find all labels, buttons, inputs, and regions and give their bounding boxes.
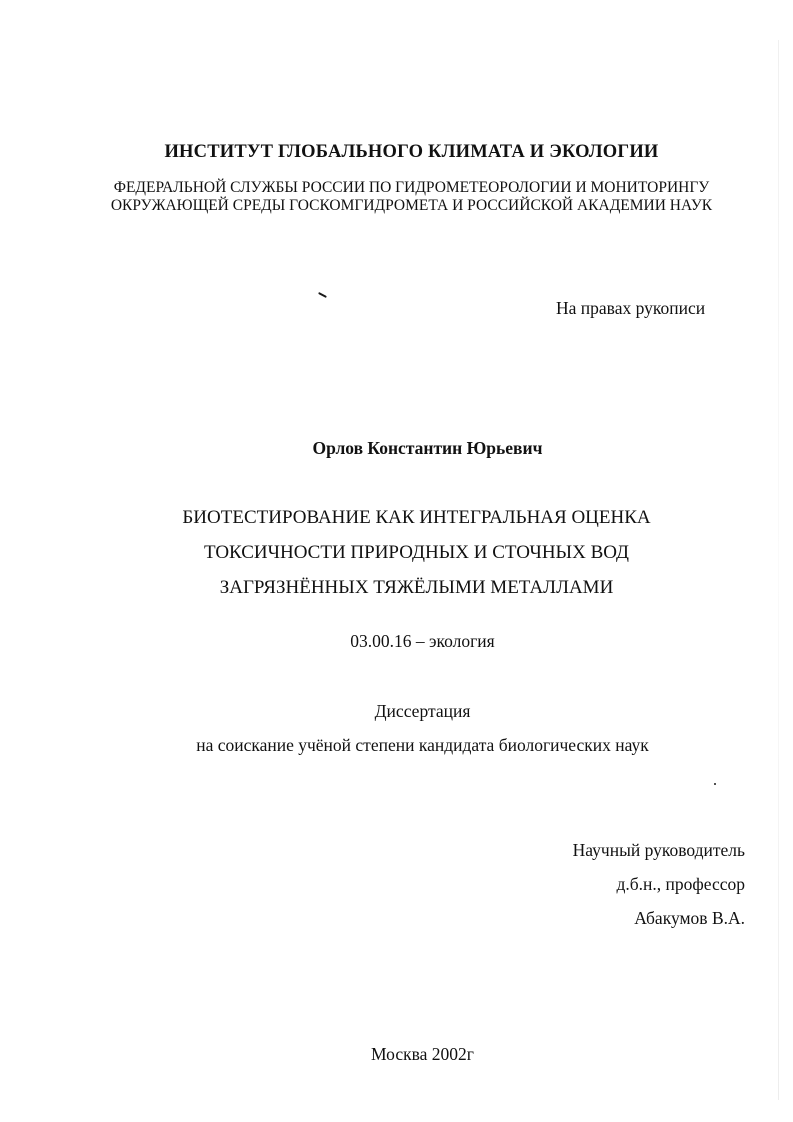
thesis-title-line-3: ЗАГРЯЗНЁННЫХ ТЯЖЁЛЫМИ МЕТАЛЛАМИ xyxy=(219,577,614,598)
document-type: Диссертация xyxy=(374,701,471,721)
degree-statement: на соискание учёной степени кандидата биологических наук xyxy=(196,735,649,755)
supervisor-name: Абакумов В.А. xyxy=(634,908,745,928)
thesis-title-line-1: БИОТЕСТИРОВАНИЕ КАК ИНТЕГРАЛЬНАЯ ОЦЕНКА xyxy=(182,507,651,528)
institute-subordination-line-1: ФЕДЕРАЛЬНОЙ СЛУЖБЫ РОССИИ ПО ГИДРОМЕТЕОРОЛОГИИ И МОНИТОРИНГУ xyxy=(113,179,710,196)
specialty-code: 03.00.16 – экология xyxy=(350,631,495,651)
author-name: Орлов Константин Юрьевич xyxy=(312,438,543,458)
rights-note: На правах рукописи xyxy=(556,298,706,318)
scan-speck-mark xyxy=(318,292,327,298)
city-and-year: Москва 2002г xyxy=(371,1044,474,1064)
supervisor-role: Научный руководитель xyxy=(572,840,745,860)
thesis-title-line-2: ТОКСИЧНОСТИ ПРИРОДНЫХ И СТОЧНЫХ ВОД xyxy=(203,542,629,563)
scan-speck-dot xyxy=(714,783,716,785)
supervisor-credentials: д.б.н., профессор xyxy=(616,874,745,894)
institute-subordination-line-2: ОКРУЖАЮЩЕЙ СРЕДЫ ГОСКОМГИДРОМЕТА И РОССИЙСКОЙ АКАДЕМИИ НАУК xyxy=(110,197,713,214)
institute-name: ИНСТИТУТ ГЛОБАЛЬНОГО КЛИМАТА И ЭКОЛОГИИ xyxy=(164,142,659,162)
